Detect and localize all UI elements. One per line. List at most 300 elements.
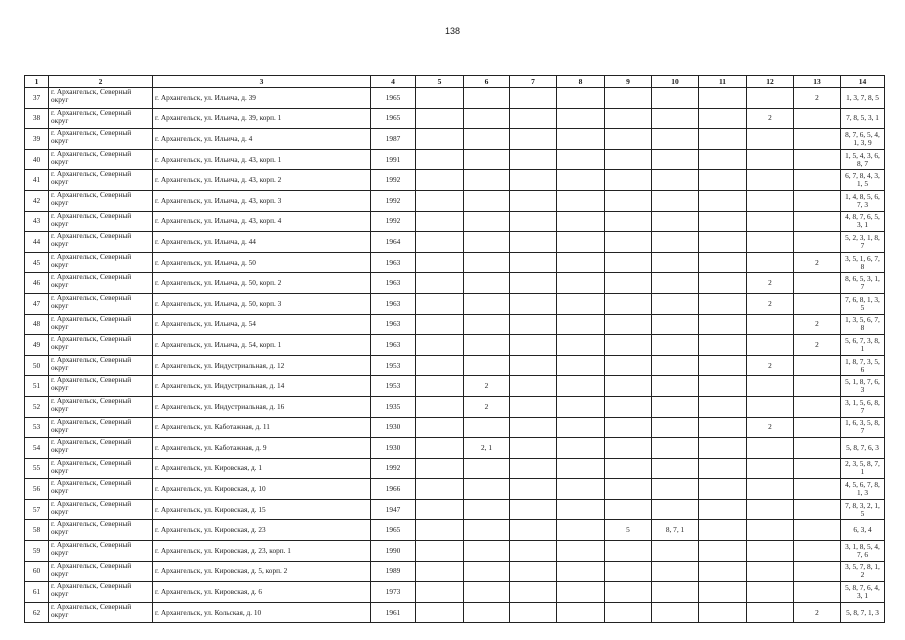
district-cell: г. Архангельск, Северный округ xyxy=(49,520,153,541)
row-number: 46 xyxy=(25,273,49,294)
row-number: 59 xyxy=(25,541,49,562)
year-cell: 1963 xyxy=(371,314,416,335)
year-cell: 1965 xyxy=(371,88,416,109)
col9-cell xyxy=(605,335,652,356)
col13-cell xyxy=(794,170,841,191)
column-header-2: 2 xyxy=(49,76,153,88)
year-cell: 1987 xyxy=(371,129,416,150)
col6-cell xyxy=(464,561,510,582)
address-cell: г. Архангельск, ул. Кировская, д. 10 xyxy=(153,479,371,500)
col9-cell xyxy=(605,273,652,294)
col6-cell xyxy=(464,129,510,150)
column-header-11: 11 xyxy=(699,76,747,88)
column-header-5: 5 xyxy=(416,76,464,88)
col6-cell xyxy=(464,314,510,335)
col14-cell: 6, 7, 8, 4, 3, 1, 5 xyxy=(841,170,885,191)
col12-cell xyxy=(747,479,794,500)
col14-cell: 3, 5, 1, 6, 7, 8 xyxy=(841,252,885,273)
col14-cell: 4, 5, 6, 7, 8, 1, 3 xyxy=(841,479,885,500)
col7-cell xyxy=(510,211,557,232)
col8-cell xyxy=(557,335,605,356)
year-cell: 1991 xyxy=(371,149,416,170)
col13-cell xyxy=(794,108,841,129)
col5-cell xyxy=(416,211,464,232)
col12-cell: 2 xyxy=(747,273,794,294)
col5-cell xyxy=(416,293,464,314)
year-cell: 1964 xyxy=(371,232,416,253)
col8-cell xyxy=(557,355,605,376)
col14-cell: 1, 8, 7, 3, 5, 6 xyxy=(841,355,885,376)
col11-cell xyxy=(699,190,747,211)
district-cell: г. Архангельск, Северный округ xyxy=(49,211,153,232)
year-cell: 1992 xyxy=(371,190,416,211)
col7-cell xyxy=(510,417,557,438)
col9-cell xyxy=(605,252,652,273)
row-number: 50 xyxy=(25,355,49,376)
row-number: 49 xyxy=(25,335,49,356)
col7-cell xyxy=(510,499,557,520)
col5-cell xyxy=(416,602,464,623)
district-cell: г. Архангельск, Северный округ xyxy=(49,293,153,314)
col7-cell xyxy=(510,129,557,150)
col12-cell xyxy=(747,211,794,232)
col10-cell xyxy=(652,273,699,294)
col13-cell xyxy=(794,396,841,417)
col8-cell xyxy=(557,88,605,109)
address-cell: г. Архангельск, ул. Ильича, д. 54, корп. 1 xyxy=(153,335,371,356)
col6-cell xyxy=(464,190,510,211)
col8-cell xyxy=(557,314,605,335)
col5-cell xyxy=(416,129,464,150)
col7-cell xyxy=(510,88,557,109)
col11-cell xyxy=(699,458,747,479)
col14-cell: 8, 6, 5, 3, 1, 7 xyxy=(841,273,885,294)
col6-cell xyxy=(464,232,510,253)
col10-cell xyxy=(652,88,699,109)
district-cell: г. Архангельск, Северный округ xyxy=(49,417,153,438)
col8-cell xyxy=(557,293,605,314)
col12-cell: 2 xyxy=(747,355,794,376)
col7-cell xyxy=(510,561,557,582)
col14-cell: 7, 6, 8, 1, 3, 5 xyxy=(841,293,885,314)
column-header-9: 9 xyxy=(605,76,652,88)
col13-cell xyxy=(794,561,841,582)
col10-cell xyxy=(652,293,699,314)
col6-cell xyxy=(464,499,510,520)
col6-cell xyxy=(464,293,510,314)
col10-cell: 8, 7, 1 xyxy=(652,520,699,541)
district-cell: г. Архангельск, Северный округ xyxy=(49,458,153,479)
buildings-table xyxy=(24,75,885,623)
year-cell: 1947 xyxy=(371,499,416,520)
col7-cell xyxy=(510,108,557,129)
col8-cell xyxy=(557,108,605,129)
row-number: 41 xyxy=(25,170,49,191)
column-header-14: 14 xyxy=(841,76,885,88)
col9-cell xyxy=(605,170,652,191)
table-row xyxy=(25,170,885,191)
col11-cell xyxy=(699,129,747,150)
col10-cell xyxy=(652,170,699,191)
col9-cell xyxy=(605,129,652,150)
col13-cell xyxy=(794,582,841,603)
col8-cell xyxy=(557,273,605,294)
col11-cell xyxy=(699,396,747,417)
col8-cell xyxy=(557,479,605,500)
col14-cell: 7, 8, 5, 3, 1 xyxy=(841,108,885,129)
col13-cell: 2 xyxy=(794,252,841,273)
col8-cell xyxy=(557,232,605,253)
col11-cell xyxy=(699,561,747,582)
year-cell: 1992 xyxy=(371,211,416,232)
row-number: 43 xyxy=(25,211,49,232)
table-row xyxy=(25,602,885,623)
col13-cell xyxy=(794,479,841,500)
col9-cell xyxy=(605,314,652,335)
col5-cell xyxy=(416,170,464,191)
address-cell: г. Архангельск, ул. Ильича, д. 39 xyxy=(153,88,371,109)
column-header-8: 8 xyxy=(557,76,605,88)
col8-cell xyxy=(557,602,605,623)
col9-cell xyxy=(605,376,652,397)
col9-cell xyxy=(605,479,652,500)
col10-cell xyxy=(652,582,699,603)
table-row xyxy=(25,458,885,479)
row-number: 61 xyxy=(25,582,49,603)
table-row xyxy=(25,396,885,417)
col9-cell xyxy=(605,458,652,479)
address-cell: г. Архангельск, ул. Кировская, д. 15 xyxy=(153,499,371,520)
col14-cell: 3, 5, 7, 8, 1, 2 xyxy=(841,561,885,582)
col6-cell xyxy=(464,602,510,623)
col6-cell: 2 xyxy=(464,376,510,397)
table-row xyxy=(25,417,885,438)
col14-cell: 1, 5, 4, 3, 6, 8, 7 xyxy=(841,149,885,170)
col7-cell xyxy=(510,293,557,314)
col11-cell xyxy=(699,376,747,397)
table-row xyxy=(25,520,885,541)
district-cell: г. Архангельск, Северный округ xyxy=(49,602,153,623)
year-cell: 1990 xyxy=(371,541,416,562)
district-cell: г. Архангельск, Северный округ xyxy=(49,88,153,109)
col5-cell xyxy=(416,335,464,356)
col13-cell: 2 xyxy=(794,314,841,335)
col5-cell xyxy=(416,417,464,438)
address-cell: г. Архангельск, ул. Ильича, д. 54 xyxy=(153,314,371,335)
header-row xyxy=(25,76,885,88)
col10-cell xyxy=(652,314,699,335)
col6-cell xyxy=(464,273,510,294)
row-number: 51 xyxy=(25,376,49,397)
col6-cell xyxy=(464,149,510,170)
col9-cell xyxy=(605,396,652,417)
col7-cell xyxy=(510,438,557,459)
address-cell: г. Архангельск, ул. Кировская, д. 23, корп. 1 xyxy=(153,541,371,562)
col12-cell xyxy=(747,376,794,397)
col11-cell xyxy=(699,541,747,562)
row-number: 38 xyxy=(25,108,49,129)
col9-cell xyxy=(605,602,652,623)
col10-cell xyxy=(652,232,699,253)
col13-cell xyxy=(794,417,841,438)
col14-cell: 5, 8, 7, 6, 3 xyxy=(841,438,885,459)
col9-cell xyxy=(605,541,652,562)
col14-cell: 7, 8, 3, 2, 1, 5 xyxy=(841,499,885,520)
col7-cell xyxy=(510,170,557,191)
district-cell: г. Архангельск, Северный округ xyxy=(49,108,153,129)
col12-cell xyxy=(747,335,794,356)
col5-cell xyxy=(416,355,464,376)
col10-cell xyxy=(652,561,699,582)
col13-cell: 2 xyxy=(794,88,841,109)
year-cell: 1989 xyxy=(371,561,416,582)
col5-cell xyxy=(416,273,464,294)
address-cell: г. Архангельск, ул. Индустриальная, д. 16 xyxy=(153,396,371,417)
district-cell: г. Архангельск, Северный округ xyxy=(49,314,153,335)
row-number: 37 xyxy=(25,88,49,109)
col9-cell xyxy=(605,232,652,253)
col13-cell xyxy=(794,520,841,541)
address-cell: г. Архангельск, ул. Индустриальная, д. 12 xyxy=(153,355,371,376)
table-row xyxy=(25,541,885,562)
col13-cell xyxy=(794,149,841,170)
col8-cell xyxy=(557,129,605,150)
row-number: 60 xyxy=(25,561,49,582)
col7-cell xyxy=(510,355,557,376)
col5-cell xyxy=(416,520,464,541)
col8-cell xyxy=(557,190,605,211)
col12-cell xyxy=(747,314,794,335)
col12-cell xyxy=(747,582,794,603)
address-cell: г. Архангельск, ул. Кировская, д. 23 xyxy=(153,520,371,541)
col7-cell xyxy=(510,149,557,170)
row-number: 39 xyxy=(25,129,49,150)
col5-cell xyxy=(416,232,464,253)
col13-cell xyxy=(794,273,841,294)
col8-cell xyxy=(557,438,605,459)
col9-cell xyxy=(605,88,652,109)
col11-cell xyxy=(699,582,747,603)
address-cell: г. Архангельск, ул. Ильича, д. 50 xyxy=(153,252,371,273)
year-cell: 1930 xyxy=(371,417,416,438)
table-row xyxy=(25,355,885,376)
table-row xyxy=(25,252,885,273)
col7-cell xyxy=(510,458,557,479)
col5-cell xyxy=(416,314,464,335)
district-cell: г. Архангельск, Северный округ xyxy=(49,355,153,376)
col11-cell xyxy=(699,252,747,273)
col9-cell xyxy=(605,417,652,438)
col9-cell xyxy=(605,582,652,603)
address-cell: г. Архангельск, ул. Ильича, д. 43, корп. 1 xyxy=(153,149,371,170)
col7-cell xyxy=(510,479,557,500)
district-cell: г. Архангельск, Северный округ xyxy=(49,232,153,253)
col14-cell: 1, 4, 8, 5, 6, 7, 3 xyxy=(841,190,885,211)
col8-cell xyxy=(557,458,605,479)
row-number: 52 xyxy=(25,396,49,417)
district-cell: г. Архангельск, Северный округ xyxy=(49,129,153,150)
year-cell: 1973 xyxy=(371,582,416,603)
col9-cell: 5 xyxy=(605,520,652,541)
column-header-10: 10 xyxy=(652,76,699,88)
column-header-1: 1 xyxy=(25,76,49,88)
column-header-12: 12 xyxy=(747,76,794,88)
col14-cell: 5, 2, 3, 1, 8, 7 xyxy=(841,232,885,253)
year-cell: 1992 xyxy=(371,458,416,479)
col7-cell xyxy=(510,396,557,417)
year-cell: 1966 xyxy=(371,479,416,500)
col10-cell xyxy=(652,541,699,562)
row-number: 56 xyxy=(25,479,49,500)
col7-cell xyxy=(510,602,557,623)
district-cell: г. Архангельск, Северный округ xyxy=(49,541,153,562)
col9-cell xyxy=(605,561,652,582)
col5-cell xyxy=(416,438,464,459)
table-row xyxy=(25,88,885,109)
col12-cell xyxy=(747,561,794,582)
col7-cell xyxy=(510,252,557,273)
col10-cell xyxy=(652,129,699,150)
col10-cell xyxy=(652,499,699,520)
col5-cell xyxy=(416,561,464,582)
year-cell: 1961 xyxy=(371,602,416,623)
address-cell: г. Архангельск, ул. Ильича, д. 43, корп. 4 xyxy=(153,211,371,232)
col12-cell xyxy=(747,396,794,417)
col11-cell xyxy=(699,88,747,109)
table-row xyxy=(25,190,885,211)
year-cell: 1963 xyxy=(371,273,416,294)
col12-cell xyxy=(747,499,794,520)
col14-cell: 3, 1, 5, 6, 8, 7 xyxy=(841,396,885,417)
col7-cell xyxy=(510,376,557,397)
column-header-7: 7 xyxy=(510,76,557,88)
year-cell: 1963 xyxy=(371,293,416,314)
col13-cell xyxy=(794,541,841,562)
col14-cell: 4, 8, 7, 6, 5, 3, 1 xyxy=(841,211,885,232)
col14-cell: 3, 1, 8, 5, 4, 7, 6 xyxy=(841,541,885,562)
table-row xyxy=(25,499,885,520)
col8-cell xyxy=(557,149,605,170)
col10-cell xyxy=(652,149,699,170)
col9-cell xyxy=(605,190,652,211)
col8-cell xyxy=(557,541,605,562)
col9-cell xyxy=(605,149,652,170)
column-header-13: 13 xyxy=(794,76,841,88)
col6-cell xyxy=(464,211,510,232)
col8-cell xyxy=(557,499,605,520)
col10-cell xyxy=(652,376,699,397)
row-number: 53 xyxy=(25,417,49,438)
year-cell: 1953 xyxy=(371,376,416,397)
col6-cell xyxy=(464,170,510,191)
table-row xyxy=(25,149,885,170)
district-cell: г. Архангельск, Северный округ xyxy=(49,479,153,500)
col8-cell xyxy=(557,396,605,417)
col12-cell xyxy=(747,252,794,273)
col5-cell xyxy=(416,541,464,562)
address-cell: г. Архангельск, ул. Кольская, д. 10 xyxy=(153,602,371,623)
col11-cell xyxy=(699,438,747,459)
district-cell: г. Архангельск, Северный округ xyxy=(49,499,153,520)
table-row xyxy=(25,273,885,294)
col13-cell xyxy=(794,376,841,397)
col10-cell xyxy=(652,479,699,500)
col12-cell xyxy=(747,129,794,150)
col7-cell xyxy=(510,190,557,211)
row-number: 55 xyxy=(25,458,49,479)
year-cell: 1930 xyxy=(371,438,416,459)
address-cell: г. Архангельск, ул. Ильича, д. 39, корп. 1 xyxy=(153,108,371,129)
col12-cell xyxy=(747,149,794,170)
row-number: 48 xyxy=(25,314,49,335)
col8-cell xyxy=(557,561,605,582)
year-cell: 1965 xyxy=(371,520,416,541)
col6-cell xyxy=(464,88,510,109)
col10-cell xyxy=(652,355,699,376)
col9-cell xyxy=(605,499,652,520)
col11-cell xyxy=(699,314,747,335)
col7-cell xyxy=(510,314,557,335)
col11-cell xyxy=(699,499,747,520)
table-row xyxy=(25,314,885,335)
col8-cell xyxy=(557,520,605,541)
col6-cell xyxy=(464,458,510,479)
col5-cell xyxy=(416,252,464,273)
col12-cell xyxy=(747,232,794,253)
year-cell: 1963 xyxy=(371,335,416,356)
district-cell: г. Архангельск, Северный округ xyxy=(49,376,153,397)
col6-cell xyxy=(464,541,510,562)
col9-cell xyxy=(605,108,652,129)
col7-cell xyxy=(510,541,557,562)
col14-cell: 5, 8, 7, 6, 4, 3, 1 xyxy=(841,582,885,603)
district-cell: г. Архангельск, Северный округ xyxy=(49,190,153,211)
row-number: 45 xyxy=(25,252,49,273)
col7-cell xyxy=(510,582,557,603)
col9-cell xyxy=(605,211,652,232)
table-row xyxy=(25,293,885,314)
col5-cell xyxy=(416,479,464,500)
col8-cell xyxy=(557,582,605,603)
table-row xyxy=(25,438,885,459)
col14-cell: 6, 3, 4 xyxy=(841,520,885,541)
district-cell: г. Архангельск, Северный округ xyxy=(49,335,153,356)
col12-cell xyxy=(747,438,794,459)
address-cell: г. Архангельск, ул. Каботажная, д. 11 xyxy=(153,417,371,438)
col6-cell xyxy=(464,582,510,603)
col11-cell xyxy=(699,602,747,623)
col11-cell xyxy=(699,335,747,356)
col7-cell xyxy=(510,232,557,253)
year-cell: 1963 xyxy=(371,252,416,273)
col10-cell xyxy=(652,252,699,273)
year-cell: 1953 xyxy=(371,355,416,376)
row-number: 42 xyxy=(25,190,49,211)
address-cell: г. Архангельск, ул. Индустриальная, д. 14 xyxy=(153,376,371,397)
col13-cell xyxy=(794,355,841,376)
col5-cell xyxy=(416,190,464,211)
col5-cell xyxy=(416,396,464,417)
row-number: 54 xyxy=(25,438,49,459)
col6-cell: 2, 1 xyxy=(464,438,510,459)
col8-cell xyxy=(557,170,605,191)
col12-cell: 2 xyxy=(747,293,794,314)
col10-cell xyxy=(652,335,699,356)
address-cell: г. Архангельск, ул. Ильича, д. 50, корп. 2 xyxy=(153,273,371,294)
col12-cell xyxy=(747,602,794,623)
col14-cell: 5, 6, 7, 3, 8, 1 xyxy=(841,335,885,356)
table-row xyxy=(25,376,885,397)
